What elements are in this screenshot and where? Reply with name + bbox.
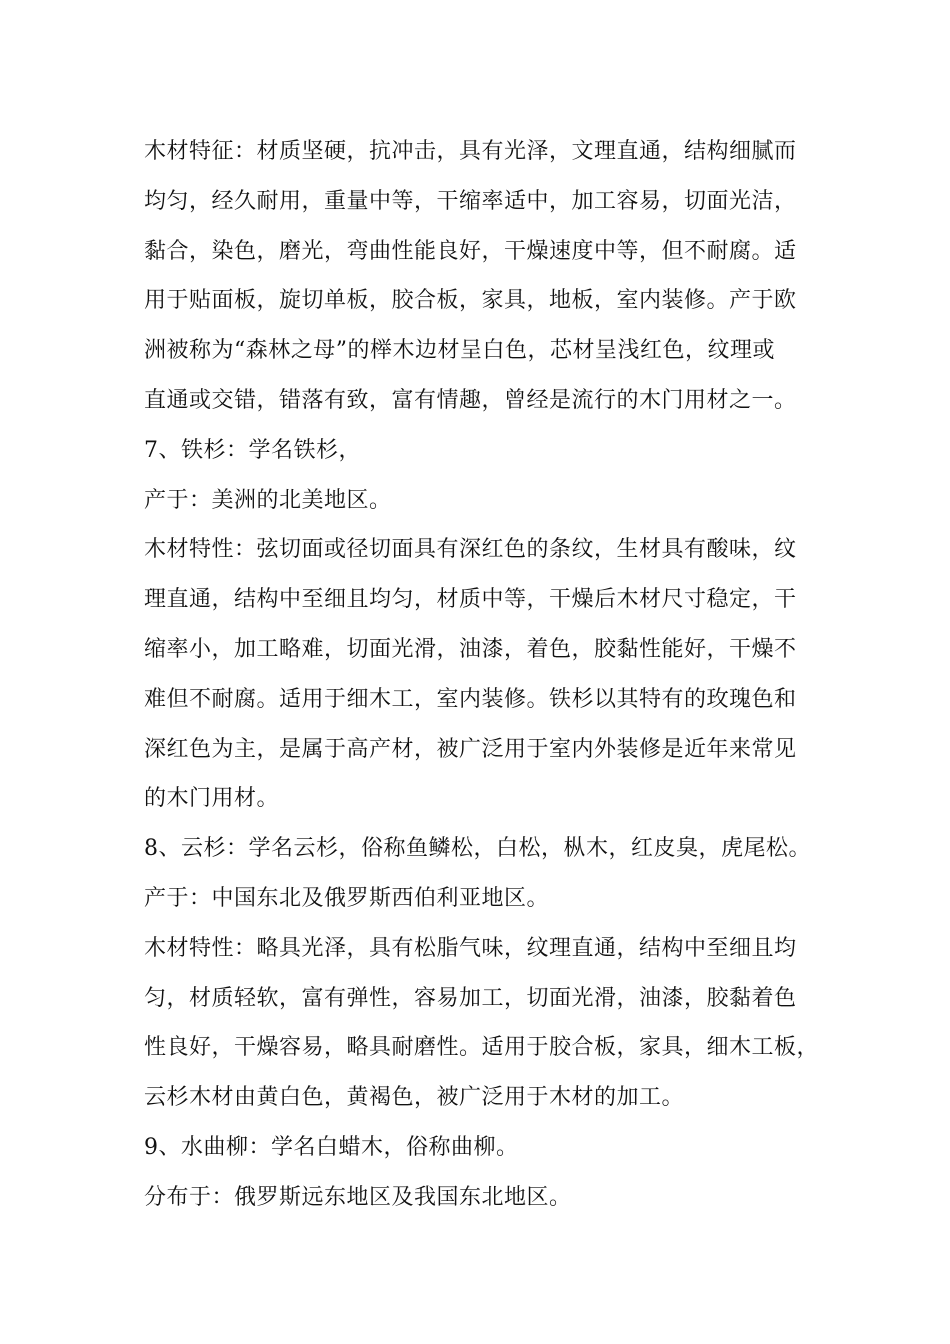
text-line: 的木门用材。 — [144, 786, 280, 812]
text-line: 分布于：俄罗斯远东地区及我国东北地区。 — [144, 1184, 572, 1210]
text-line: 性良好，干燥容易，略具耐磨性。适用于胶合板，家具，细木工板， — [144, 1035, 820, 1061]
section-heading: 7、铁杉：学名铁杉， — [144, 437, 361, 463]
text-line: 产于：中国东北及俄罗斯西伯利亚地区。 — [144, 885, 550, 911]
text-line: 理直通，结构中至细且均匀，材质中等，干燥后木材尺寸稳定，干 — [144, 587, 797, 613]
text-line: 木材特性：略具光泽，具有松脂气味，纹理直通，结构中至细且均 — [144, 935, 797, 961]
text-line: 直通或交错，错落有致，富有情趣，曾经是流行的木门用材之一。 — [144, 387, 797, 413]
section-heading: 9、水曲柳：学名白蜡木，俗称曲柳。 — [144, 1134, 519, 1160]
text-line: 缩率小，加工略难，切面光滑，油漆，着色，胶黏性能好，干燥不 — [144, 636, 797, 662]
text-line: 洲被称为“森林之母”的榉木边材呈白色，芯材呈浅红色，纹理或 — [144, 338, 775, 364]
text-line: 产于：美洲的北美地区。 — [144, 487, 392, 513]
text-line: 用于贴面板，旋切单板，胶合板，家具，地板，室内装修。产于欧 — [144, 288, 797, 314]
text-line: 匀，材质轻软，富有弹性，容易加工，切面光滑，油漆，胶黏着色 — [144, 985, 797, 1011]
text-line: 木材特征：材质坚硬，抗冲击，具有光泽，文理直通，结构细腻而 — [144, 139, 797, 164]
text-line: 木材特性：弦切面或径切面具有深红色的条纹，生材具有酸味，纹 — [144, 537, 797, 563]
text-line: 云杉木材由黄白色，黄褐色，被广泛用于木材的加工。 — [144, 1085, 685, 1111]
text-line: 深红色为主，是属于高产材，被广泛用于室内外装修是近年来常见 — [144, 736, 797, 762]
text-line: 均匀，经久耐用，重量中等，干缩率适中，加工容易，切面光洁， — [144, 188, 797, 214]
text-line: 黏合，染色，磨光，弯曲性能良好，干燥速度中等，但不耐腐。适 — [144, 238, 797, 264]
document-page — [144, 127, 834, 1223]
section-heading: 8、云杉：学名云杉，俗称鱼鳞松，白松，枞木，红皮臭，虎尾松。 — [144, 836, 811, 862]
text-line: 难但不耐腐。适用于细木工，室内装修。铁杉以其特有的玫瑰色和 — [144, 686, 797, 712]
